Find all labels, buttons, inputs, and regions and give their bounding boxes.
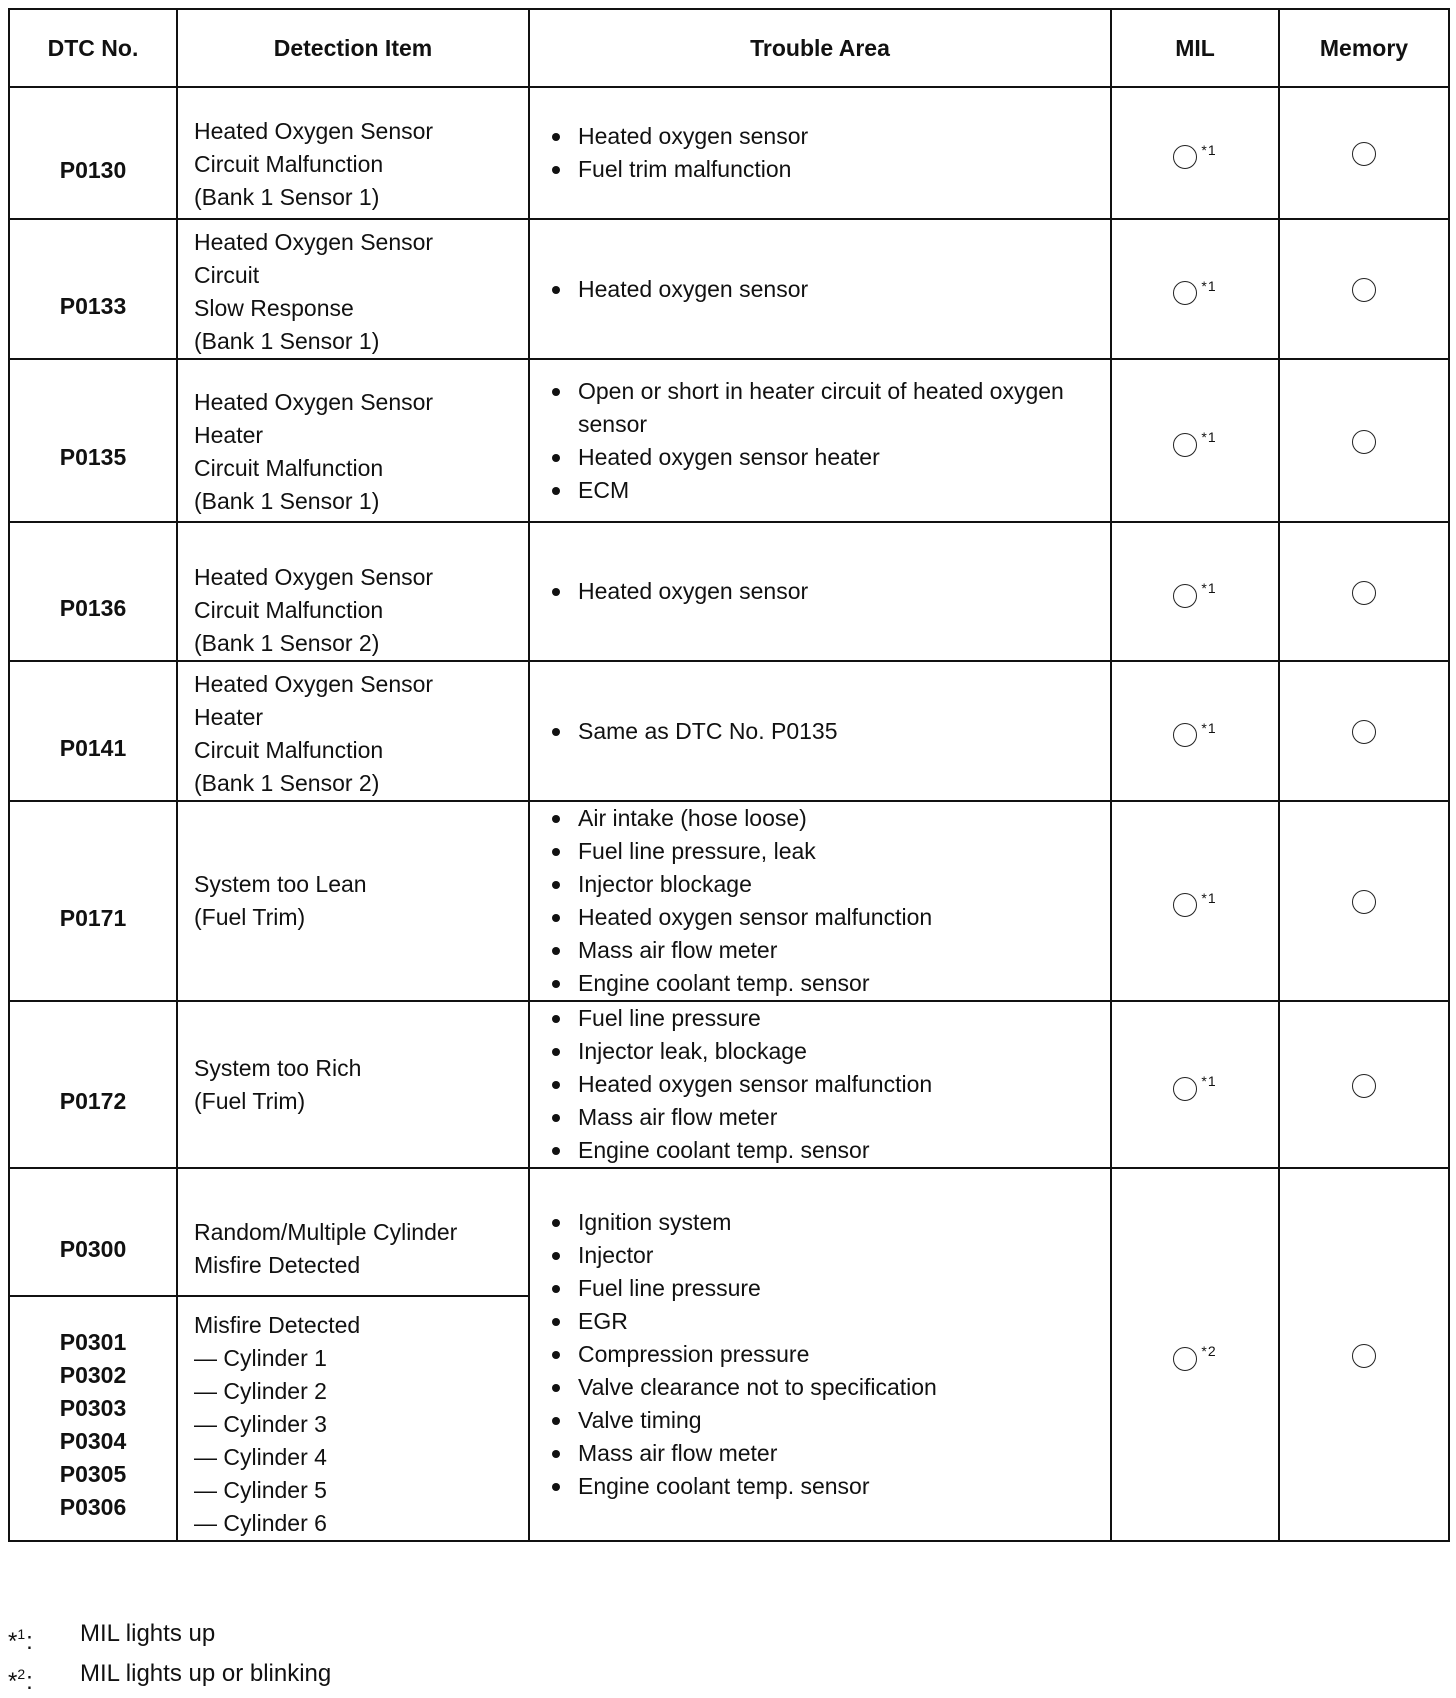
detection-item-line: — Cylinder 6: [194, 1510, 327, 1536]
dtc-code-cell: [9, 359, 177, 522]
mil-cell: [1111, 1001, 1279, 1168]
detection-item-line: Misfire Detected: [194, 1252, 361, 1278]
bullet-icon: [552, 286, 560, 294]
trouble-area-text: Same as DTC No. P0135: [578, 717, 838, 744]
detection-item-line: (Bank 1 Sensor 2): [194, 770, 380, 796]
trouble-area-item: [548, 1470, 1100, 1503]
mil-footnote-ref: *2: [1201, 1343, 1217, 1359]
trouble-area-cell: [529, 219, 1111, 359]
mil-circle-icon: [1173, 281, 1197, 305]
table-row: [9, 801, 1449, 1001]
bullet-icon: [552, 1252, 560, 1260]
detection-item-line: Heated Oxygen Sensor: [194, 671, 434, 697]
dtc-code-cell: [9, 87, 177, 219]
bullet-icon: [552, 1285, 560, 1293]
detection-item-line: — Cylinder 1: [194, 1345, 327, 1371]
detection-item-line: Heated Oxygen Sensor: [194, 229, 434, 255]
dtc-table: [8, 8, 1450, 1542]
trouble-area-cell: [529, 522, 1111, 661]
trouble-area-list: [548, 120, 1100, 186]
detection-item-line: Circuit Malfunction: [194, 454, 384, 481]
header-trouble-area: Trouble Area: [529, 9, 1111, 87]
dtc-code: P0303: [59, 1394, 127, 1421]
detection-item-line: System too Lean: [194, 871, 367, 897]
detection-item-line: System too Rich: [194, 1054, 362, 1081]
footnote-2-text: MIL lights up or blinking: [80, 1660, 332, 1687]
dtc-code-cell: [9, 1168, 177, 1296]
mil-footnote-ref: *1: [1201, 141, 1217, 158]
header-row: [9, 9, 1449, 87]
trouble-area-item: [548, 273, 1100, 306]
header-detection-item: Detection Item: [177, 9, 529, 87]
trouble-area-item: [548, 901, 1100, 934]
bullet-icon: [552, 1147, 560, 1155]
dtc-code: P0300: [59, 1235, 127, 1262]
trouble-area-text: Mass air flow meter: [578, 1104, 778, 1130]
bullet-icon: [552, 1483, 560, 1491]
mil-circle-icon: [1173, 1077, 1197, 1101]
trouble-area-text: Injector leak, blockage: [578, 1038, 807, 1064]
dtc-code: P0305: [59, 1460, 127, 1487]
trouble-area-list: [548, 575, 1100, 608]
table-row: [9, 87, 1449, 219]
trouble-area-item: [548, 1239, 1100, 1272]
mil-cell: [1111, 522, 1279, 661]
footnote-2: [8, 1658, 331, 1698]
detection-item-line: Heater: [194, 421, 264, 448]
header-dtc-no: DTC No.: [9, 9, 177, 87]
trouble-area-item: [548, 1134, 1100, 1167]
mil-cell: [1111, 801, 1279, 1001]
bullet-icon: [552, 1081, 560, 1089]
memory-circle-icon: [1352, 142, 1376, 166]
trouble-area-item: [548, 474, 1100, 507]
bullet-icon: [552, 728, 560, 736]
trouble-area-item: [548, 868, 1100, 901]
detection-item-line: (Bank 1 Sensor 2): [194, 630, 380, 656]
trouble-area-cell: [529, 1001, 1111, 1168]
trouble-area-text: EGR: [578, 1308, 628, 1334]
trouble-area-item: [548, 153, 1100, 186]
table-row: [9, 219, 1449, 359]
trouble-area-item: [548, 835, 1100, 868]
trouble-area-item: [548, 1437, 1100, 1470]
trouble-area-text: Engine coolant temp. sensor: [578, 1473, 870, 1499]
trouble-area-cell: [529, 359, 1111, 522]
trouble-area-item: [548, 375, 1100, 441]
mil-footnote-ref: *1: [1201, 889, 1217, 906]
detection-item-cell: [177, 661, 529, 801]
memory-cell: [1279, 1168, 1449, 1541]
mil-cell: [1111, 359, 1279, 522]
detection-item-line: (Bank 1 Sensor 1): [194, 328, 380, 354]
dtc-code-cell: [9, 1001, 177, 1168]
footnotes: [8, 1618, 331, 1698]
trouble-area-item: [548, 1002, 1100, 1035]
trouble-area-item: [548, 1305, 1100, 1338]
trouble-area-text: Mass air flow meter: [578, 937, 778, 963]
bullet-icon: [552, 588, 560, 596]
memory-circle-icon: [1352, 1344, 1376, 1368]
memory-cell: [1279, 522, 1449, 661]
trouble-area-text: Open or short in heater circuit of heated oxygen sensor: [578, 377, 1064, 437]
dtc-code-cell: [9, 522, 177, 661]
detection-item-line: Heated Oxygen Sensor: [194, 564, 434, 590]
memory-cell: [1279, 87, 1449, 219]
detection-item-line: — Cylinder 4: [194, 1444, 327, 1470]
bullet-icon: [552, 454, 560, 462]
trouble-area-text: Mass air flow meter: [578, 1440, 778, 1466]
dtc-code: P0301: [59, 1328, 127, 1355]
trouble-area-text: Heated oxygen sensor heater: [578, 443, 880, 470]
detection-item-line: — Cylinder 3: [194, 1411, 327, 1437]
trouble-area-text: Valve timing: [578, 1407, 702, 1433]
bullet-icon: [552, 1417, 560, 1425]
trouble-area-item: [548, 1068, 1100, 1101]
trouble-area-text: Injector blockage: [578, 871, 752, 897]
footnote-1-key: *$^1$:: [8, 1626, 33, 1655]
trouble-area-item: [548, 1101, 1100, 1134]
mil-circle-icon: [1173, 1347, 1197, 1371]
bullet-icon: [552, 980, 560, 988]
mil-circle-icon: [1173, 723, 1197, 747]
trouble-area-text: Fuel trim malfunction: [578, 156, 792, 182]
trouble-area-list: [548, 1206, 1100, 1503]
detection-item-line: Misfire Detected: [194, 1312, 361, 1338]
detection-item-line: — Cylinder 2: [194, 1378, 327, 1404]
bullet-icon: [552, 1351, 560, 1359]
memory-cell: [1279, 1001, 1449, 1168]
trouble-area-list: [548, 802, 1100, 1000]
trouble-area-cell: [529, 801, 1111, 1001]
dtc-code: P0172: [59, 1088, 127, 1114]
detection-item-cell: [177, 1296, 529, 1541]
dtc-code: P0304: [59, 1427, 127, 1454]
detection-item-cell: [177, 1001, 529, 1168]
trouble-area-item: [548, 441, 1100, 474]
memory-cell: [1279, 801, 1449, 1001]
dtc-code: P0136: [59, 595, 127, 621]
detection-item-line: Heater: [194, 704, 264, 730]
dtc-code-cell: [9, 661, 177, 801]
mil-cell: [1111, 219, 1279, 359]
bullet-icon: [552, 1219, 560, 1227]
trouble-area-cell: [529, 661, 1111, 801]
detection-item-cell: [177, 801, 529, 1001]
footnote-1-text: MIL lights up: [80, 1620, 216, 1647]
bullet-icon: [552, 133, 560, 141]
memory-cell: [1279, 661, 1449, 801]
detection-item-line: Random/Multiple Cylinder: [194, 1219, 458, 1245]
trouble-area-text: Heated oxygen sensor malfunction: [578, 1071, 933, 1097]
trouble-area-text: Engine coolant temp. sensor: [578, 1137, 870, 1163]
detection-item-cell: [177, 1168, 529, 1296]
bullet-icon: [552, 1450, 560, 1458]
header-mil: MIL: [1111, 9, 1279, 87]
dtc-code: P0302: [59, 1361, 127, 1388]
dtc-code-cell: [9, 1296, 177, 1541]
dtc-code: P0171: [59, 904, 127, 931]
trouble-area-item: [548, 1272, 1100, 1305]
detection-item-cell: [177, 522, 529, 661]
memory-cell: [1279, 359, 1449, 522]
dtc-code: P0135: [59, 444, 127, 470]
detection-item-cell: [177, 219, 529, 359]
detection-item-cell: [177, 359, 529, 522]
detection-item-line: Circuit Malfunction: [194, 597, 384, 623]
mil-footnote-ref: *1: [1201, 580, 1217, 596]
bullet-icon: [552, 1318, 560, 1326]
mil-footnote-ref: *1: [1201, 719, 1217, 736]
bullet-icon: [552, 1048, 560, 1056]
trouble-area-item: [548, 120, 1100, 153]
trouble-area-item: [548, 934, 1100, 967]
detection-item-line: Circuit Malfunction: [194, 150, 384, 177]
trouble-area-item: [548, 1206, 1100, 1239]
detection-item-line: (Bank 1 Sensor 1): [194, 183, 380, 210]
bullet-icon: [552, 388, 560, 396]
memory-circle-icon: [1352, 278, 1376, 302]
detection-item-line: Circuit Malfunction: [194, 737, 384, 763]
trouble-area-item: [548, 967, 1100, 1000]
table-row: [9, 1001, 1449, 1168]
trouble-area-text: Heated oxygen sensor: [578, 123, 809, 149]
trouble-area-item: [548, 1404, 1100, 1437]
trouble-area-text: Fuel line pressure: [578, 1275, 761, 1301]
mil-cell: [1111, 661, 1279, 801]
bullet-icon: [552, 947, 560, 955]
trouble-area-cell: [529, 87, 1111, 219]
mil-circle-icon: [1173, 584, 1197, 608]
table-row: [9, 661, 1449, 801]
bullet-icon: [552, 881, 560, 889]
trouble-area-text: Heated oxygen sensor: [578, 275, 809, 302]
trouble-area-text: Ignition system: [578, 1209, 732, 1235]
mil-footnote-ref: *1: [1201, 429, 1217, 445]
memory-circle-icon: [1352, 1074, 1376, 1098]
trouble-area-item: [548, 802, 1100, 835]
bullet-icon: [552, 166, 560, 174]
trouble-area-text: Fuel line pressure: [578, 1005, 761, 1031]
trouble-area-text: Heated oxygen sensor malfunction: [578, 904, 933, 930]
trouble-area-item: [548, 715, 1100, 748]
dtc-code: P0133: [59, 292, 127, 319]
trouble-area-list: [548, 273, 1100, 306]
trouble-area-text: Heated oxygen sensor: [578, 578, 809, 604]
mil-footnote-ref: *1: [1201, 277, 1217, 294]
trouble-area-text: Fuel line pressure, leak: [578, 838, 816, 864]
bullet-icon: [552, 487, 560, 495]
trouble-area-text: Valve clearance not to specification: [578, 1374, 937, 1400]
dtc-code: P0141: [59, 734, 127, 761]
mil-circle-icon: [1173, 145, 1197, 169]
footnote-2-key: *$^2$:: [8, 1666, 33, 1695]
dtc-code: P0306: [59, 1493, 127, 1520]
dtc-code: P0130: [59, 156, 127, 183]
trouble-area-text: Engine coolant temp. sensor: [578, 970, 870, 996]
memory-circle-icon: [1352, 720, 1376, 744]
detection-item-line: (Bank 1 Sensor 1): [194, 487, 380, 514]
bullet-icon: [552, 848, 560, 856]
table-row: [9, 1168, 1449, 1296]
mil-footnote-ref: *1: [1201, 1073, 1217, 1089]
bullet-icon: [552, 1114, 560, 1122]
trouble-area-text: Compression pressure: [578, 1341, 810, 1367]
trouble-area-list: [548, 375, 1100, 507]
mil-circle-icon: [1173, 433, 1197, 457]
bullet-icon: [552, 815, 560, 823]
memory-circle-icon: [1352, 890, 1376, 914]
mil-cell: [1111, 87, 1279, 219]
detection-item-line: (Fuel Trim): [194, 904, 306, 930]
trouble-area-item: [548, 1338, 1100, 1371]
memory-cell: [1279, 219, 1449, 359]
detection-item-cell: [177, 87, 529, 219]
table-row: [9, 522, 1449, 661]
detection-item-line: Slow Response: [194, 295, 354, 321]
trouble-area-item: [548, 1371, 1100, 1404]
memory-circle-icon: [1352, 430, 1376, 454]
trouble-area-item: [548, 1035, 1100, 1068]
bullet-icon: [552, 1384, 560, 1392]
detection-item-line: (Fuel Trim): [194, 1087, 306, 1114]
dtc-code-cell: [9, 219, 177, 359]
bullet-icon: [552, 914, 560, 922]
table-row: [9, 359, 1449, 522]
trouble-area-item: [548, 575, 1100, 608]
bullet-icon: [552, 1015, 560, 1023]
detection-item-line: Heated Oxygen Sensor: [194, 117, 434, 144]
trouble-area-list: [548, 1002, 1100, 1167]
memory-circle-icon: [1352, 581, 1376, 605]
trouble-area-text: Injector: [578, 1242, 654, 1268]
detection-item-line: Circuit: [194, 262, 260, 288]
trouble-area-text: ECM: [578, 476, 630, 503]
header-memory: Memory: [1279, 9, 1449, 87]
detection-item-line: Heated Oxygen Sensor: [194, 388, 434, 415]
trouble-area-list: [548, 715, 1100, 748]
detection-item-line: — Cylinder 5: [194, 1477, 327, 1503]
mil-circle-icon: [1173, 893, 1197, 917]
mil-cell: [1111, 1168, 1279, 1541]
footnote-1: [8, 1618, 331, 1658]
trouble-area-text: Air intake (hose loose): [578, 805, 807, 831]
trouble-area-cell: [529, 1168, 1111, 1541]
dtc-code-cell: [9, 801, 177, 1001]
